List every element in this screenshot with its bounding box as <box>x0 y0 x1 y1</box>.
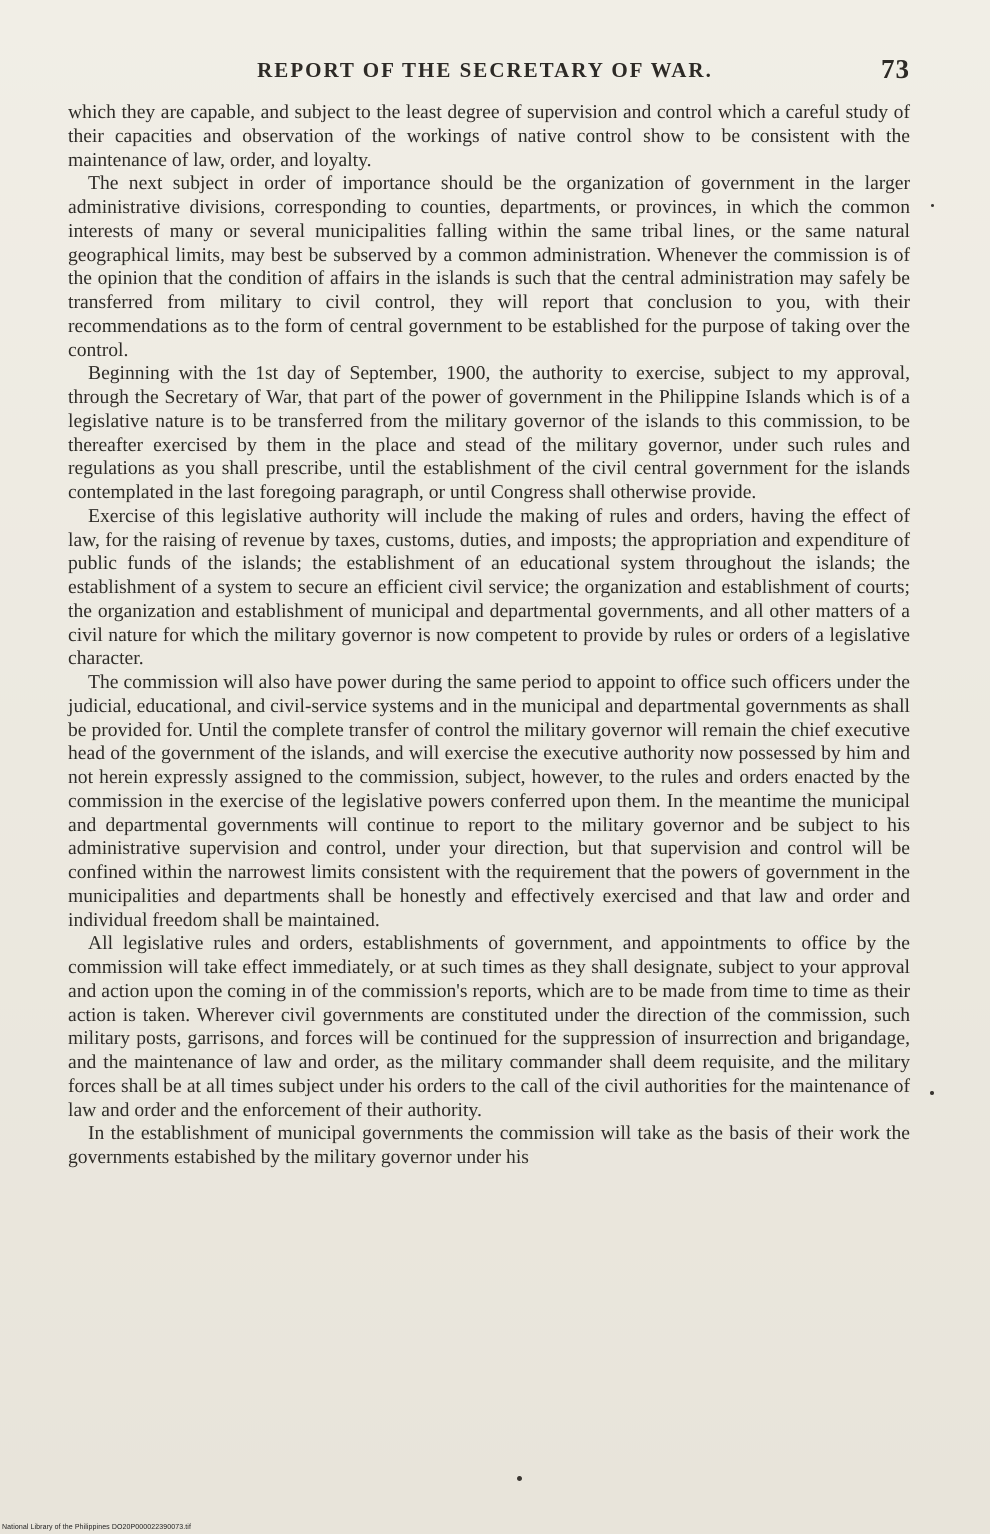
paragraph-provincial-government: The next subject in order of importance should be the organization of government in the larger administrative divisions, corresponding to counties, departments, or provinces, in which the common interests of many or several municipalities falling within the same tribal lines, or the same natural geographical limits, may best be subserved by a common administration. Whenever the commission is of the opinion that the condition of affairs in the islands is such that the central administration may safely be transferred from military to civil control, they will report that conclusion to you, with their recommendations as to the form of central government to be established for the purpose of taking over the control. <box>68 173 910 361</box>
document-body <box>68 101 910 1170</box>
paragraph-legislative-authority: Exercise of this legislative authority will include the making of rules and orders, having the effect of law, for the raising of revenue by taxes, customs, duties, and imposts; the appropriation and expenditure of public funds of the islands; the establishment of an educational system throughout the islands; the establishment of a system to secure an efficient civil service; the organization and establishment of courts; the organization and establishment of municipal and departmental governments, and all other matters of a civil nature for which the military governor is now competent to provide by rules or orders of a legislative character. <box>68 505 910 670</box>
scan-speck <box>517 1476 522 1481</box>
paragraph-rules-and-orders: All legislative rules and orders, establishments of government, and appointments to office by the commission will take effect immediately, or at such times as they shall designate, subject to your approval and action upon the coming in of the commission's reports, which are to be made from time to time as their action is taken. Wherever civil governments are constituted under the direction of the commission, such military posts, garrisons, and forces will be continued for the suppression of insurrection and brigandage, and the maintenance of law and order, as the military commander shall deem requisite, and the military forces shall be at all times subject under his orders to the call of the civil authorities for the maintenance of law and order and the enforcement of their authority. <box>68 933 910 1121</box>
scan-speck <box>930 1091 934 1095</box>
paragraph-municipal-governments: In the establishment of municipal governments the commission will take as the basis of their work the governments estabished by the military governor under his <box>68 1123 910 1168</box>
paragraph-legislative-transfer: Beginning with the 1st day of September, 1900, the authority to exercise, subject to my approval, through the Secretary of War, that part of the power of government in the Philippine Islands which is of a legislative nature is to be transferred from the military governor of the islands to this commission, to be thereafter exercised by them in the place and stead of the military governor, under such rules and regulations as you shall prescribe, until the establishment of the civil central government for the islands contemplated in the last foregoing paragraph, or until Congress shall otherwise provide. <box>68 363 910 503</box>
paragraph-continued: which they are capable, and subject to the least degree of supervision and control which a careful study of their capacities and observation of the workings of native control show to be consistent with the maintenance of law, order, and loyalty. <box>68 102 910 171</box>
paragraph-appointment-power: The commission will also have power during the same period to appoint to office such officers under the judicial, educational, and civil-service systems and in the municipal and departmental governments as shall be provided for. Until the complete transfer of control the military governor will remain the chief executive head of the government of the islands, and will exercise the executive authority now possessed by him and not herein expressly assigned to the commission, subject, however, to the rules and orders enacted by the commission in the exercise of the legislative powers conferred upon them. In the meantime the municipal and departmental governments will continue to report to the military governor and be subject to his administrative supervision and control, under your direction, but that supervision and control will be confined within the narrowest limits consistent with the requirement that the powers of government in the municipalities and departments shall be honestly and effectively exercised and that law and order and individual freedom shall be maintained. <box>68 672 910 931</box>
running-head: REPORT OF THE SECRETARY OF WAR. <box>257 58 713 82</box>
footer-label: National Library of the Philippines DO20P000022390073.tif <box>2 1524 191 1531</box>
page-header <box>68 54 910 94</box>
scan-speck <box>931 204 934 207</box>
page-number: 73 <box>881 54 910 84</box>
